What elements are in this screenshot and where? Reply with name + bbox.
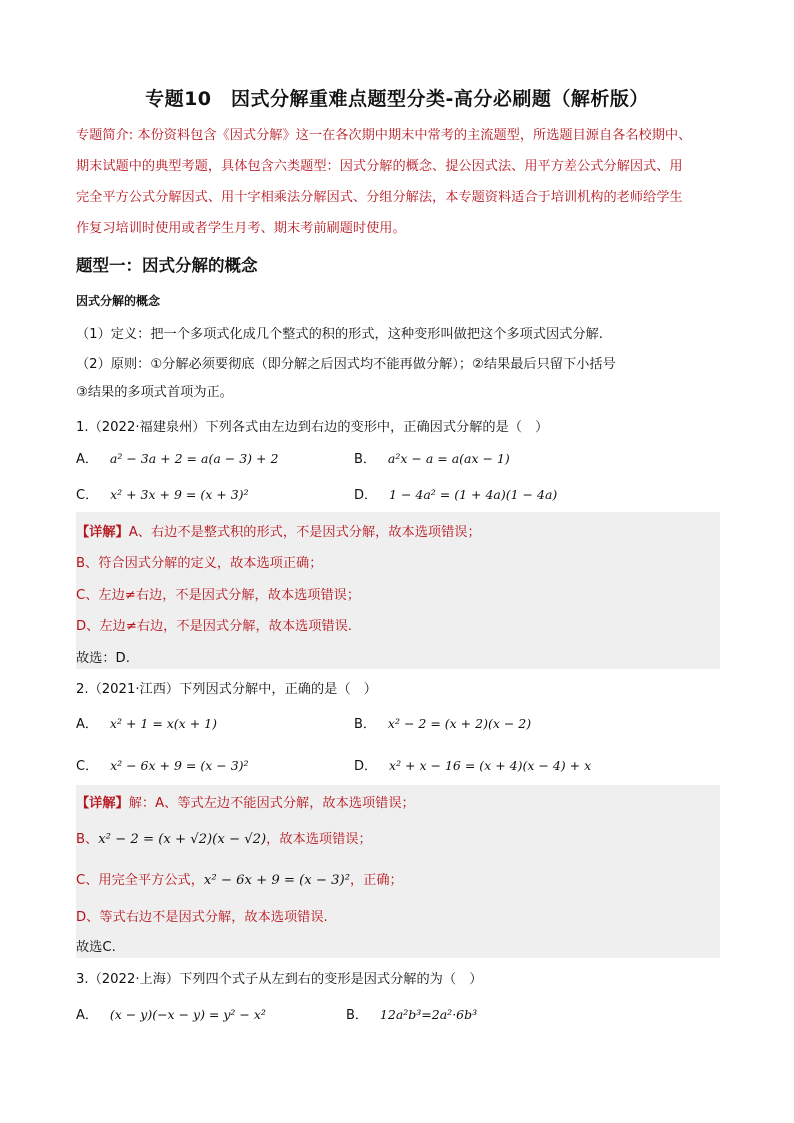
question-3-stem: 3.（2022·上海）下列四个式子从左到右的变形是因式分解的为（ ） — [76, 972, 483, 987]
q1-solution-line-3: C、左边≠右边，不是因式分解，故本选项错误； — [76, 588, 361, 603]
solution-text: C、用完全平方公式， — [76, 873, 204, 888]
q1-solution-line-1 — [76, 521, 481, 540]
option-label: B． — [354, 452, 376, 467]
principle-text: （2）原则：①分解必须要彻底（即分解之后因式均不能再做分解）；②结果最后只留下小括号 — [76, 357, 616, 372]
principle-text-2: ③结果的多项式首项为正。 — [76, 385, 233, 400]
option-expression: x² − 2 = (x + 2)(x − 2) — [387, 716, 532, 731]
option-expression: x² − 6x + 9 = (x − 3)² — [110, 758, 249, 773]
option-label: A． — [76, 452, 98, 467]
solution-math: x² − 2 = (x + √2)(x − √2) — [98, 832, 267, 847]
q1-option-d — [354, 484, 557, 503]
intro-line: 专题简介: 本份资料包含《因式分解》这一在各次期中期末中常考的主流题型，所选题目源自各名校期中、 — [76, 128, 692, 143]
option-label: B． — [354, 717, 376, 732]
option-label: A． — [76, 1008, 98, 1023]
q2-option-d — [354, 755, 591, 774]
definition-text: （1）定义：把一个多项式化成几个整式的积的形式，这种变形叫做把这个多项式因式分解. — [76, 327, 603, 342]
option-expression: 1 − 4a² = (1 + 4a)(1 − 4a) — [389, 487, 558, 502]
option-label: D． — [354, 759, 378, 774]
question-1-stem: 1.（2022·福建泉州）下列各式由左边到右边的变形中，正确因式分解的是（ ） — [76, 420, 549, 435]
option-label: C． — [76, 759, 99, 774]
option-expression: a²x − a = a(ax − 1) — [387, 451, 510, 466]
detail-tag: 【详解】 — [76, 796, 129, 811]
q2-option-c — [76, 755, 249, 774]
question-2-stem: 2.（2021·江西）下列因式分解中，正确的是（ ） — [76, 682, 377, 697]
option-label: B． — [346, 1008, 368, 1023]
q2-answer: 故选C. — [76, 940, 116, 955]
option-label: D． — [354, 488, 378, 503]
q2-solution-line-1 — [76, 792, 415, 811]
solution-text: ，故本选项错误； — [266, 832, 372, 847]
detail-tag: 【详解】 — [76, 525, 129, 540]
q3-option-b — [346, 1004, 477, 1023]
q1-option-c — [76, 484, 249, 503]
q1-option-b — [354, 448, 510, 467]
q1-option-a — [76, 448, 278, 467]
option-expression: a² − 3a + 2 = a(a − 3) + 2 — [109, 451, 279, 466]
q2-solution-line-3 — [76, 869, 403, 888]
document-title: 专题10 因式分解重难点题型分类-高分必刷题（解析版） — [145, 88, 649, 110]
intro-line: 作复习培训时使用或者学生月考、期末考前刷题时使用。 — [76, 221, 406, 236]
option-expression: x² + 3x + 9 = (x + 3)² — [110, 487, 249, 502]
q2-option-a — [76, 713, 217, 732]
option-expression: x² + 1 = x(x + 1) — [109, 716, 217, 731]
solution-text: ，正确； — [350, 873, 403, 888]
option-expression: x² + x − 16 = (x + 4)(x − 4) + x — [389, 758, 592, 773]
q1-solution-line-2: B、符合因式分解的定义，故本选项正确； — [76, 556, 323, 571]
option-expression: 12a²b³=2a²·6b³ — [379, 1007, 478, 1022]
solution-text: B、 — [76, 832, 99, 847]
intro-line: 完全平方公式分解因式、用十字相乘法分解因式、分组分解法，本专题资料适合于培训机构的老师给学生 — [76, 190, 683, 205]
section-subheading: 因式分解的概念 — [76, 294, 161, 308]
q2-option-b — [354, 713, 531, 732]
intro-paragraph — [76, 120, 726, 244]
q1-solution-line-4: D、左边≠右边，不是因式分解，故本选项错误. — [76, 619, 352, 634]
q3-option-a — [76, 1004, 266, 1023]
option-label: A． — [76, 717, 98, 732]
q2-solution-line-4: D、等式右边不是因式分解，故本选项错误. — [76, 910, 328, 925]
q2-solution-line-2 — [76, 828, 372, 847]
intro-line: 期末试题中的典型考题，具体包含六类题型：因式分解的概念、提公因式法、用平方差公式分解因式、用 — [76, 159, 683, 174]
solution-math: x² − 6x + 9 = (x − 3)² — [203, 873, 350, 888]
solution-text: A、右边不是整式积的形式，不是因式分解，故本选项错误； — [128, 525, 481, 540]
section-heading: 题型一：因式分解的概念 — [76, 256, 258, 275]
option-expression: (x − y)(−x − y) = y² − x² — [109, 1007, 266, 1022]
option-label: C． — [76, 488, 99, 503]
q1-answer: 故选：D. — [76, 651, 130, 666]
solution-text: 解：A、等式左边不能因式分解，故本选项错误； — [128, 796, 415, 811]
